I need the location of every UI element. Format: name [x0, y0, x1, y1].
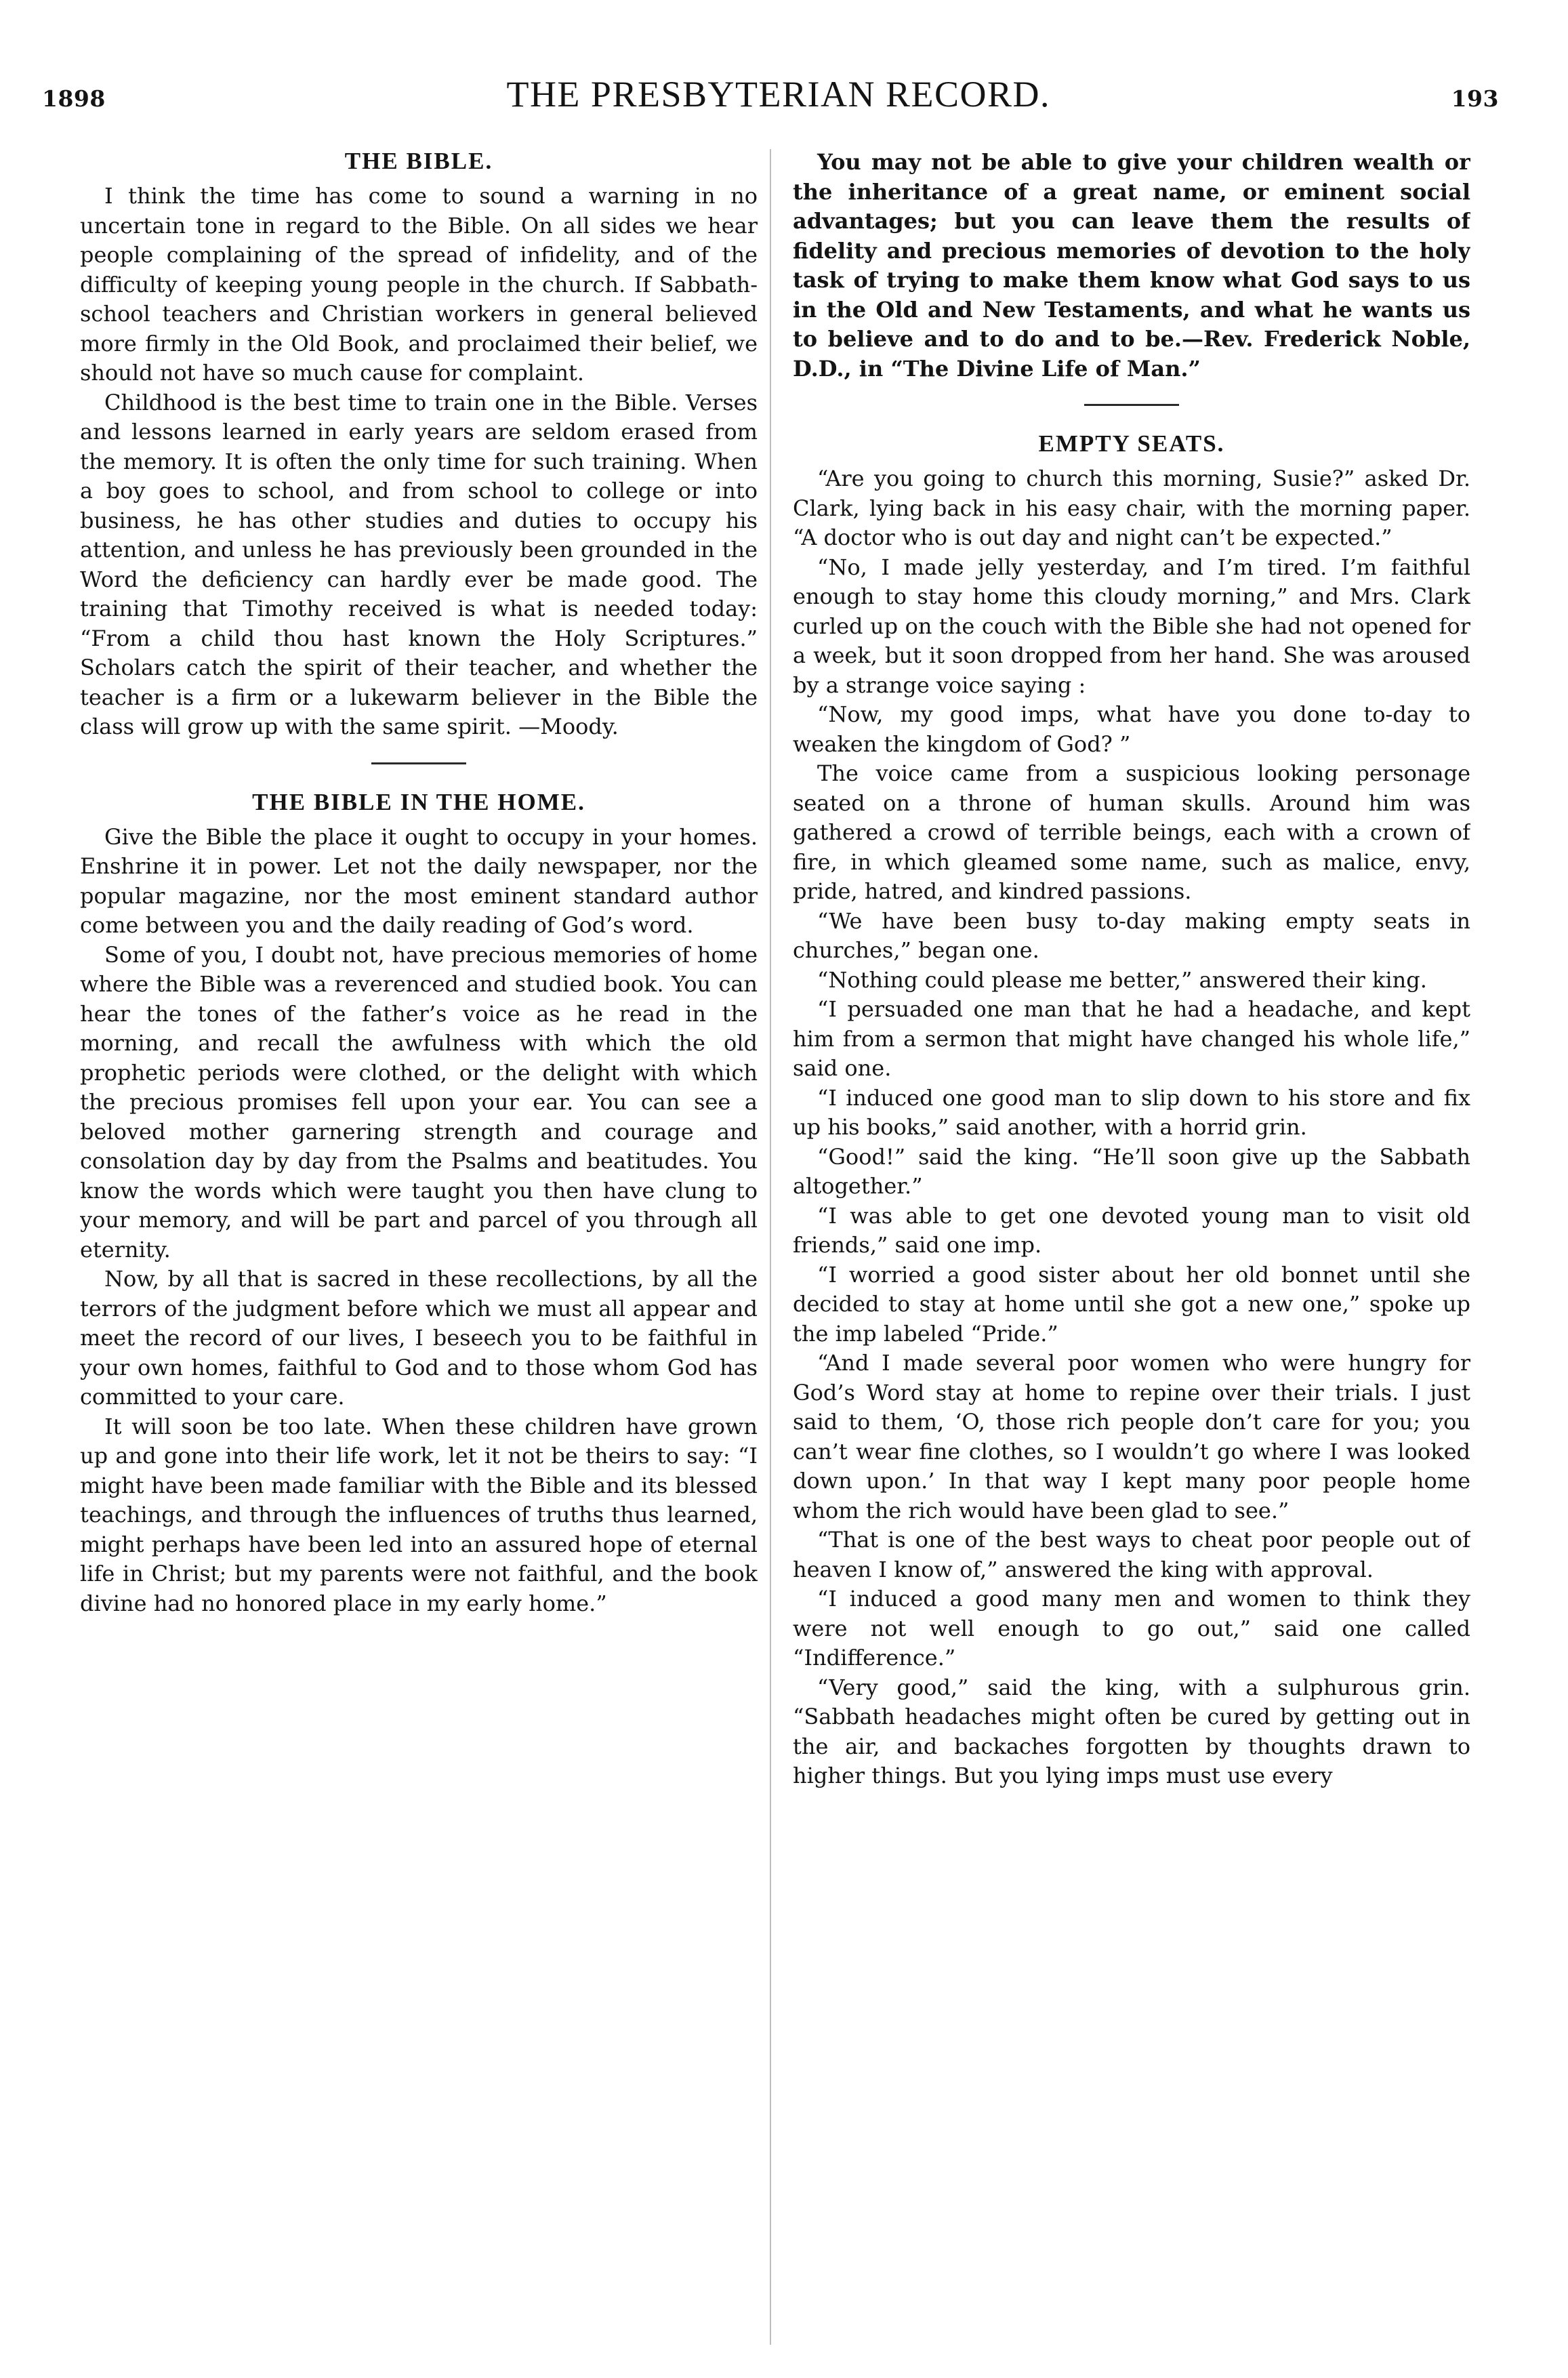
article-paragraph: “No, I made jelly yesterday, and I’m tired. I’m faithful enough to stay home this cloudy morning,” and Mrs. Clark curled up on the couch with the Bible she had not opened for a week, but it soon dropped from her hand. She was aroused by a strange voice saying : [793, 554, 1470, 698]
article-paragraph: It will soon be too late. When these children have grown up and gone into their life work, let it not be theirs to say: “I might have been made familiar with the Bible and its blessed teachings, and through the influences of truths thus learned, might perhaps have been led into an assured hope of eternal life in Christ; but my parents were not faithful, and the book divine had no honored place in my early home.” [80, 1413, 758, 1616]
article-paragraph: “Very good,” said the king, with a sulphurous grin. “Sabbath headaches might often be cured by getting out in the air, and backaches forgotten by thoughts drawn to higher things. But you lying imps must use every [793, 1674, 1470, 1788]
article-the-bible [80, 148, 758, 742]
article-paragraph: “Good!” said the king. “He’ll soon give up the Sabbath altogether.” [793, 1143, 1470, 1199]
publication-title: THE PRESBYTERIAN RECORD. [506, 74, 1050, 115]
article-paragraph: Childhood is the best time to train one in the Bible. Verses and lessons learned in early years are seldom erased from the memory. It is often the only time for such training. When a boy goes to school, and from school to college or into business, he has other studies and duties to occupy his attention, and unless he has previously been grounded in the Word the deficiency can hardly ever be made good. The training that Timothy received is what is needed today: “From a child thou hast known the Holy Scriptures.” Scholars catch the spirit of their teacher, and whether the teacher is a firm or a lukewarm believer in the Bible the class will grow up with the same spirit. —Moody. [80, 389, 758, 739]
article-paragraph: “And I made several poor women who were hungry for God’s Word stay at home to repine over their trials. I just said to them, ‘O, those rich people don’t care for you; you can’t wear fine clothes, so I wouldn’t go where I was looked down upon.’ In that way I kept many poor people home whom the rich would have been glad to see.” [793, 1350, 1470, 1523]
article-paragraph: “I induced a good many men and women to think they were not well enough to go out,” said one called “Indifference.” [793, 1586, 1470, 1670]
article-paragraph: “I was able to get one devoted young man to visit old friends,” said one imp. [793, 1202, 1470, 1258]
article-paragraph: The voice came from a suspicious looking personage seated on a throne of human skulls. Around him was gathered a crowd of terrible beings, each with a crown of fire, in which gleamed some name, such as malice, envy, pride, hatred, and kindred passions. [793, 760, 1470, 904]
article-paragraph: I think the time has come to sound a warning in no uncertain tone in regard to the Bible. On all sides we hear people complaining of the spread of infidelity, and of the difficulty of keeping young people in the church. If Sabbath-school teachers and Christian workers in general believed more firmly in the Old Book, and proclaimed their belief, we should not have so much cause for complaint. [80, 183, 758, 386]
article-paragraph: “Are you going to church this morning, Susie?” asked Dr. Clark, lying back in his easy chair, with the morning paper. “A doctor who is out day and night can’t be expected.” [793, 466, 1470, 550]
article-heading: THE BIBLE. [344, 148, 493, 174]
article-bible-in-the-home [80, 789, 758, 1619]
article-paragraph: “I induced one good man to slip down to his store and fix up his books,” said another, with a horrid grin. [793, 1084, 1470, 1140]
article-paragraph: “We have been busy to-day making empty seats in churches,” began one. [793, 907, 1470, 963]
column-divider [770, 149, 771, 2345]
article-paragraph: Give the Bible the place it ought to occupy in your homes. Enshrine it in power. Let not the daily newspaper, nor the popular magazine, nor the most eminent standard author come between you and the daily reading of God’s word. [80, 823, 758, 938]
page-number: 193 [1451, 85, 1499, 112]
article-paragraph: “That is one of the best ways to cheat poor people out of heaven I know of,” answered the king with approval. [793, 1527, 1470, 1582]
article-paragraph: “I persuaded one man that he had a headache, and kept him from a sermon that might have changed his whole life,” said one. [793, 996, 1470, 1081]
article-paragraph: “I worried a good sister about her old bonnet until she decided to stay at home until she got a new one,” spoke up the imp labeled “Pride.” [793, 1261, 1470, 1347]
article-paragraph: “Nothing could please me better,” answered their king. [817, 966, 1427, 993]
header-year: 1898 [42, 85, 106, 112]
left-column [80, 148, 758, 2350]
section-rule [1084, 404, 1179, 406]
running-head [42, 73, 1499, 121]
article-empty-seats [793, 430, 1470, 1791]
article-paragraph: Some of you, I doubt not, have precious memories of home where the Bible was a reverenced and studied book. You can hear the tones of the father’s voice as he read in the morning, and recall the awfulness with which the old prophetic periods were clothed, or the delight with which the precious promises fell upon your ear. You can see a beloved mother garnering strength and courage and consolation day by day from the Psalms and beatitudes. You know the words which were taught you then have clung to your memory, and will be part and parcel of you through all eternity. [80, 941, 758, 1263]
continued-paragraph: You may not be able to give your children wealth or the inheritance of a great name, or eminent social advantages; but you can leave them the results of fidelity and precious memories of devotion to the holy task of trying to make them know what God says to us in the Old and New Testaments, and what he wants us to believe and to do and to be.—Rev. Frederick Noble, D.D., in “The Divine Life of Man.” [793, 149, 1470, 382]
article-heading: THE BIBLE IN THE HOME. [252, 788, 585, 815]
article-paragraph: “Now, my good imps, what have you done to-day to weaken the kingdom of God? ” [793, 701, 1470, 757]
article-heading: EMPTY SEATS. [1038, 430, 1225, 457]
article-paragraph: Now, by all that is sacred in these recollections, by all the terrors of the judgment before which we must all appear and meet the record of our lives, I beseech you to be faithful in your own homes, faithful to God and to those whom God has committed to your care. [80, 1266, 758, 1410]
right-column [793, 148, 1470, 2350]
section-rule [371, 762, 466, 764]
